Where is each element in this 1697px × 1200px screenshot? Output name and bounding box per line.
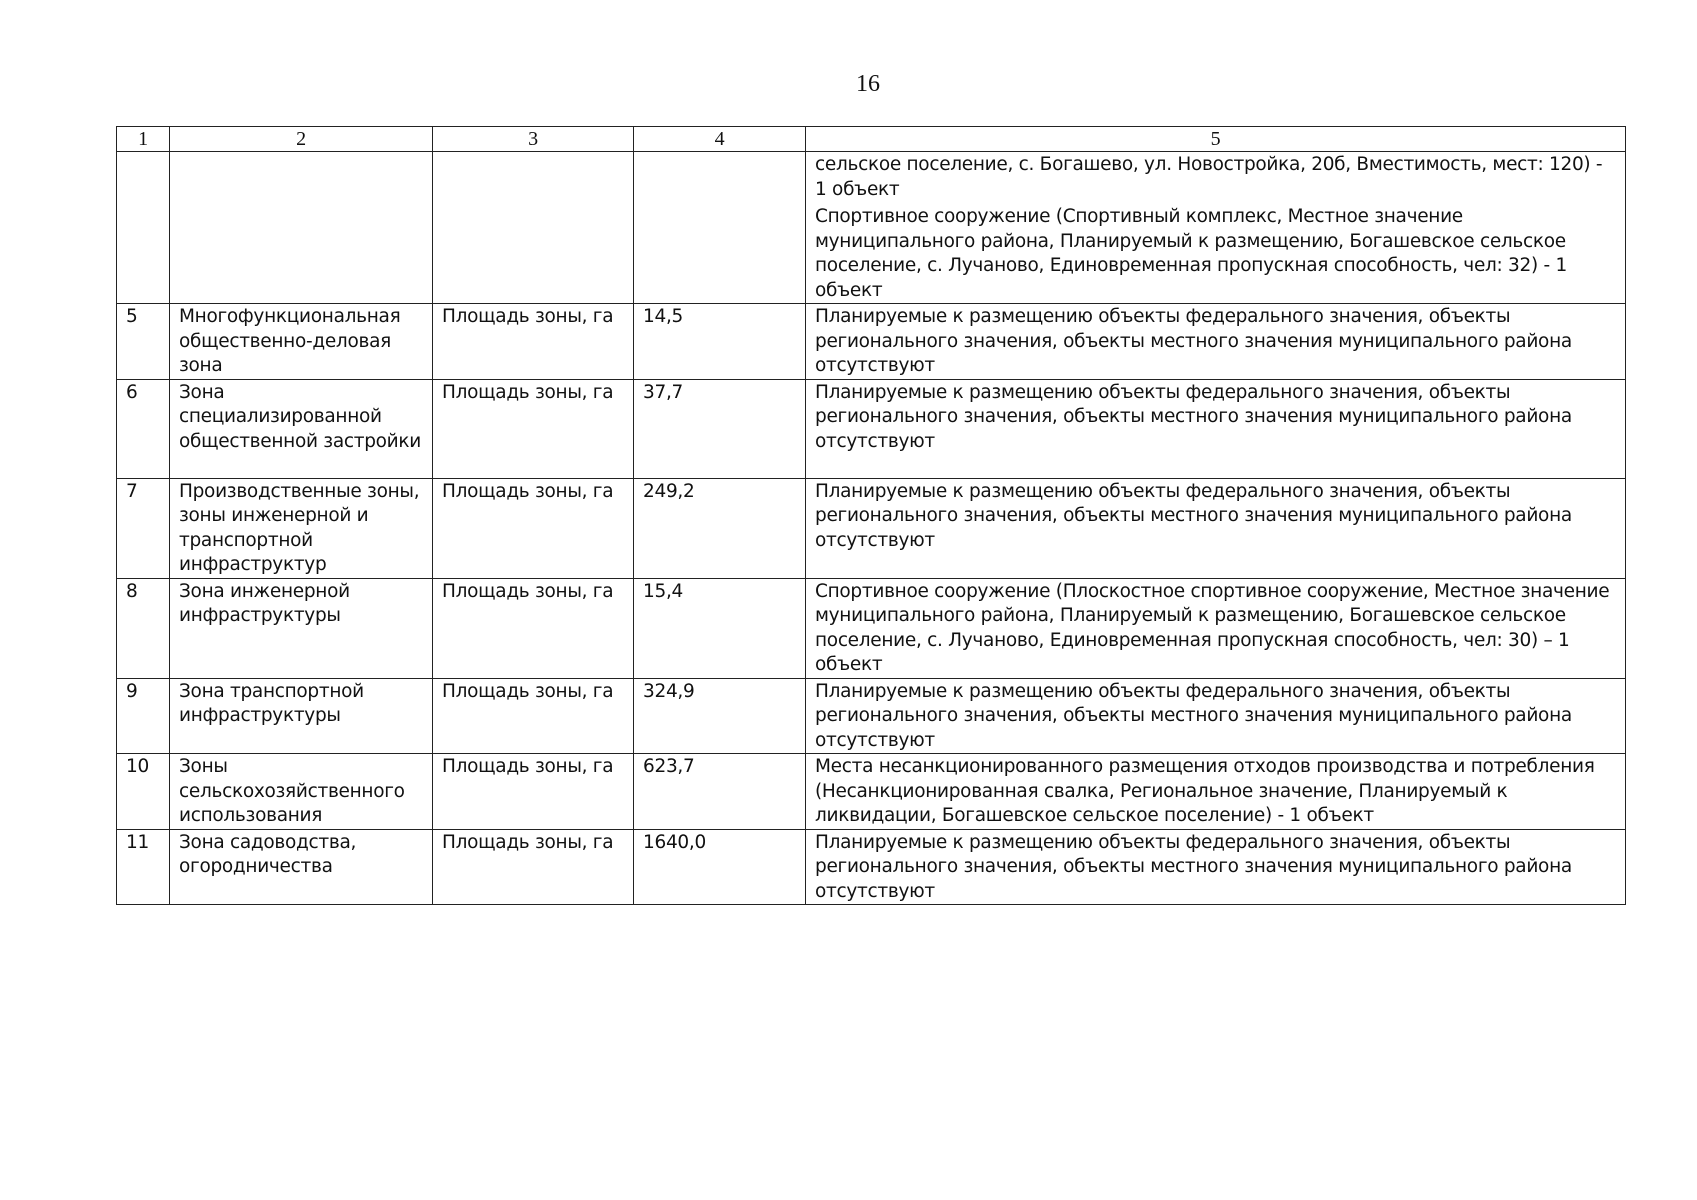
cell-parameter: Площадь зоны, га	[433, 478, 634, 578]
cell-zone: Зона специализированной общественной застройки	[170, 379, 433, 478]
table-row	[117, 379, 1626, 478]
cell-num: 9	[117, 678, 170, 754]
cell-objects: Спортивное сооружение (Плоскостное спортивное сооружение, Местное значение муниципального района, Планируемый к размещению, Богашевское сельское поселение, с. Лучаново, Единовременная пропускная способность, чел: 30) – 1 объект	[806, 578, 1626, 678]
table-row	[117, 754, 1626, 830]
cell-parameter: Площадь зоны, га	[433, 754, 634, 830]
cell-objects: Места несанкционированного размещения отходов производства и потребления (Несанкционированная свалка, Региональное значение, Планируемый к ликвидации, Богашевское сельское поселение) - 1 объект	[806, 754, 1626, 830]
cell-parameter: Площадь зоны, га	[433, 304, 634, 380]
cell-num: 7	[117, 478, 170, 578]
cell-objects	[806, 152, 1626, 304]
cell-num	[117, 152, 170, 304]
cell-objects: Планируемые к размещению объекты федерального значения, объекты регионального значения, объекты местного значения муниципального района отсутствуют	[806, 829, 1626, 905]
cell-parameter	[433, 152, 634, 304]
cell-zone	[170, 152, 433, 304]
page-number: 16	[856, 71, 880, 97]
cell-value: 37,7	[634, 379, 806, 478]
cell-parameter: Площадь зоны, га	[433, 829, 634, 905]
header-cell-4: 4	[634, 127, 806, 152]
cell-num: 5	[117, 304, 170, 380]
cell-value: 15,4	[634, 578, 806, 678]
header-cell-3: 3	[433, 127, 634, 152]
objects-paragraph: сельское поселение, с. Богашево, ул. Новостройка, 20б, Вместимость, мест: 120) - 1 объект	[815, 154, 1603, 200]
cell-zone: Зоны сельскохозяйственного использования	[170, 754, 433, 830]
cell-objects: Планируемые к размещению объекты федерального значения, объекты регионального значения, объекты местного значения муниципального района отсутствуют	[806, 678, 1626, 754]
cell-objects: Планируемые к размещению объекты федерального значения, объекты регионального значения, объекты местного значения муниципального района отсутствуют	[806, 379, 1626, 478]
cell-num: 11	[117, 829, 170, 905]
cell-zone: Зона инженерной инфраструктуры	[170, 578, 433, 678]
cell-value: 324,9	[634, 678, 806, 754]
continuation-row	[117, 152, 1626, 304]
cell-objects: Планируемые к размещению объекты федерального значения, объекты регионального значения, объекты местного значения муниципального района отсутствуют	[806, 304, 1626, 380]
header-row	[117, 127, 1626, 152]
cell-zone: Производственные зоны, зоны инженерной и транспортной инфраструктур	[170, 478, 433, 578]
cell-parameter: Площадь зоны, га	[433, 379, 634, 478]
table-row	[117, 578, 1626, 678]
cell-value: 14,5	[634, 304, 806, 380]
zones-table	[116, 126, 1626, 905]
objects-paragraph: Спортивное сооружение (Спортивный комплекс, Местное значение муниципального района, Планируемый к размещению, Богашевское сельское поселение, с. Лучаново, Единовременная пропускная способность, чел: 32) - 1 объект	[815, 206, 1567, 301]
header-cell-5: 5	[806, 127, 1626, 152]
table-row	[117, 829, 1626, 905]
header-cell-1: 1	[117, 127, 170, 152]
cell-parameter: Площадь зоны, га	[433, 578, 634, 678]
cell-num: 8	[117, 578, 170, 678]
table-row	[117, 304, 1626, 380]
cell-value: 623,7	[634, 754, 806, 830]
cell-objects: Планируемые к размещению объекты федерального значения, объекты регионального значения, объекты местного значения муниципального района отсутствуют	[806, 478, 1626, 578]
cell-parameter: Площадь зоны, га	[433, 678, 634, 754]
table-row	[117, 478, 1626, 578]
cell-value: 1640,0	[634, 829, 806, 905]
cell-num: 6	[117, 379, 170, 478]
cell-value	[634, 152, 806, 304]
cell-value: 249,2	[634, 478, 806, 578]
cell-num: 10	[117, 754, 170, 830]
header-cell-2: 2	[170, 127, 433, 152]
table-row	[117, 678, 1626, 754]
cell-zone: Зона транспортной инфраструктуры	[170, 678, 433, 754]
cell-zone: Многофункциональная общественно-деловая зона	[170, 304, 433, 380]
cell-zone: Зона садоводства, огородничества	[170, 829, 433, 905]
